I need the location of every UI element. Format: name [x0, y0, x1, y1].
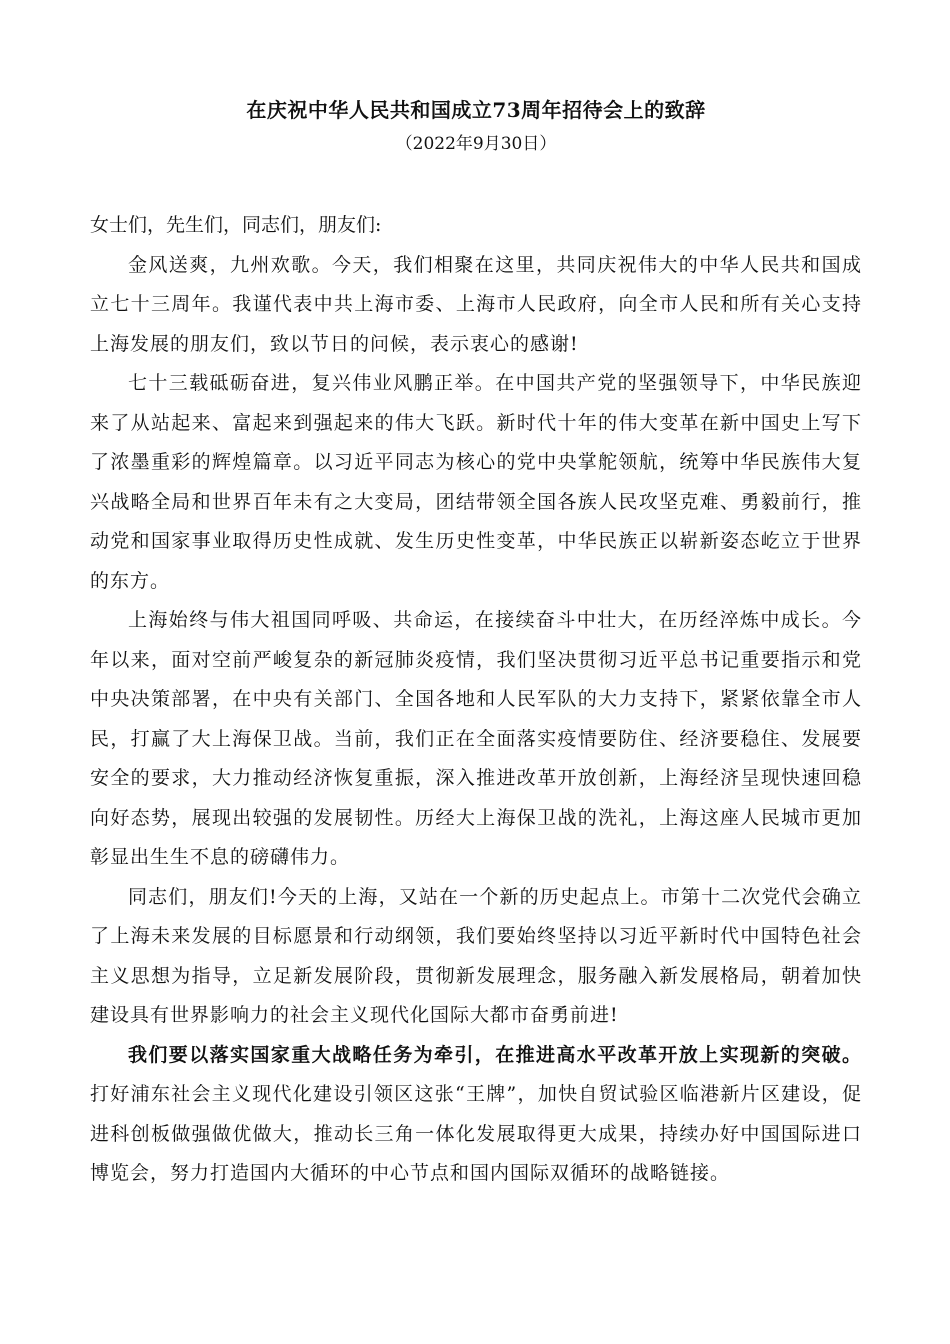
- paragraph-5-bold-lead: 我们要以落实国家重大战略任务为牵引，在推进高水平改革开放上实现新的突破。: [128, 1043, 862, 1066]
- paragraph-2: 七十三载砥砺奋进，复兴伟业风鹏正举。在中国共产党的坚强领导下，中华民族迎来了从站起来、富起来到强起来的伟大飞跃。新时代十年的伟大变革在新中国史上写下了浓墨重彩的辉煌篇章。以习近平同志为核心的党中央掌舵领航，统筹中华民族伟大复兴战略全局和世界百年未有之大变局，团结带领全国各族人民攻坚克难、勇毅前行，推动党和国家事业取得历史性成就、发生历史性变革，中华民族正以崭新姿态屹立于世界的东方。: [90, 372, 862, 592]
- paragraph-1: 金风送爽，九州欢歌。今天，我们相聚在这里，共同庆祝伟大的中华人民共和国成立七十三周年。我谨代表中共上海市委、上海市人民政府，向全市人民和所有关心支持上海发展的朋友们，致以节日的问候，表示衷心的感谢!: [90, 253, 862, 355]
- paragraph-3: 上海始终与伟大祖国同呼吸、共命运，在接续奋斗中壮大，在历经淬炼中成长。今年以来，面对空前严峻复杂的新冠肺炎疫情，我们坚决贯彻习近平总书记重要指示和党中央决策部署，在中央有关部门、全国各地和人民军队的大力支持下，紧紧依靠全市人民，打赢了大上海保卫战。当前，我们正在全面落实疫情要防住、经济要稳住、发展要安全的要求，大力推动经济恢复重振，深入推进改革开放创新，上海经济呈现快速回稳向好态势，展现出较强的发展韧性。历经大上海保卫战的洗礼，上海这座人民城市更加彰显出生生不息的磅礴伟力。: [90, 609, 862, 868]
- paragraph-5-text: 打好浦东社会主义现代化建设引领区这张“王牌”，加快自贸试验区临港新片区建设，促进科创板做强做优做大，推动长三角一体化发展取得更大成果，持续办好中国国际进口博览会，努力打造国内大循环的中心节点和国内国际双循环的战略链接。: [90, 1083, 862, 1184]
- salutation: 女士们，先生们，同志们，朋友们:: [90, 214, 382, 236]
- document-date: （2022年9月30日）: [395, 134, 557, 154]
- paragraph-5: [90, 1036, 862, 1194]
- paragraph-4: 同志们，朋友们!今天的上海，又站在一个新的历史起点上。市第十二次党代会确立了上海未来发展的目标愿景和行动纲领，我们要始终坚持以习近平新时代中国特色社会主义思想为指导，立足新发展阶段，贯彻新发展理念，服务融入新发展格局，朝着加快建设具有世界影响力的社会主义现代化国际大都市奋勇前进!: [90, 885, 862, 1026]
- document-page: [90, 90, 862, 1194]
- document-title: 在庆祝中华人民共和国成立73周年招待会上的致辞: [246, 98, 706, 122]
